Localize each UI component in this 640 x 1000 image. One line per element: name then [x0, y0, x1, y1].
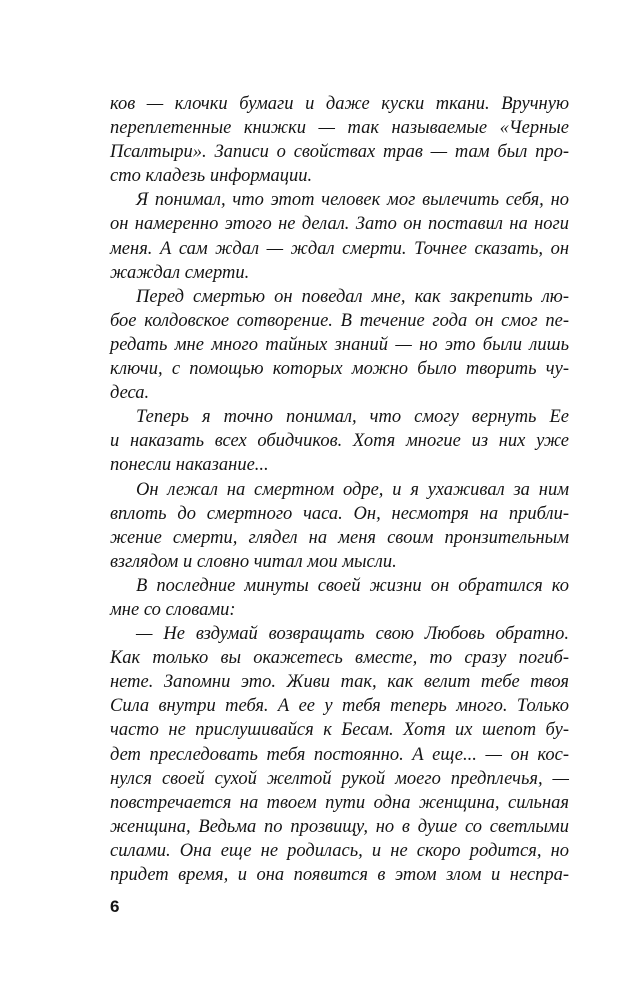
text-line: жаждал смерти. — [110, 262, 250, 283]
text-line: Псалтыри». Записи о свойствах трав — там был про- — [110, 142, 569, 163]
text-line: Теперь я точно понимал, что смогу вернуть Ее — [136, 407, 569, 428]
text-line: меня. А сам ждал — ждал смерти. Точнее сказать, он — [110, 238, 569, 259]
text-line: жение смерти, глядел на меня своим пронзительным — [110, 527, 569, 548]
text-line: вплоть до смертного часа. Он, несмотря на прибли- — [110, 503, 569, 524]
text-line: В последние минуты своей жизни он обратился ко — [136, 575, 569, 596]
text-line: бое колдовское сотворение. В течение года он смог пе- — [110, 310, 569, 331]
text-line: ключи, с помощью которых можно было творить чу- — [110, 359, 569, 380]
text-line: понесли наказание... — [110, 455, 269, 476]
text-line: редать мне много тайных знаний — но это были лишь — [110, 334, 569, 355]
text-line: женщина, Ведьма по прозвищу, но в душе со светлыми — [110, 816, 569, 837]
text-line: часто не прислушивайся к Бесам. Хотя их шепот бу- — [110, 720, 569, 741]
text-line: он намеренно этого не делал. Зато он поставил на ноги — [110, 214, 569, 235]
text-line: Он лежал на смертном одре, и я ухаживал за ним — [136, 479, 569, 500]
text-line: мне со словами: — [110, 599, 236, 620]
text-line: Как только вы окажетесь вместе, то сразу погиб- — [110, 648, 569, 669]
text-line: Перед смертью он поведал мне, как закрепить лю- — [136, 286, 569, 307]
text-line: силами. Она еще не родилась, и не скоро родится, но — [110, 840, 569, 861]
text-line: переплетенные книжки — так называемые «Черные — [110, 118, 569, 139]
text-line: ков — клочки бумаги и даже куски ткани. Вручную — [110, 94, 569, 114]
text-line: нулся своей сухой желтой рукой моего предплечья, — — [110, 768, 569, 789]
text-line: нете. Запомни это. Живи так, как велит тебе твоя — [110, 672, 569, 693]
body-text — [110, 92, 569, 887]
text-line: сто кладезь информации. — [110, 166, 313, 187]
text-line: — Не вздумай возвращать свою Любовь обратно. — [136, 624, 569, 645]
text-line: Сила внутри тебя. А ее у тебя теперь много. Только — [110, 696, 569, 717]
text-line: повстречается на твоем пути одна женщина, сильная — [110, 792, 569, 813]
text-line: и наказать всех обидчиков. Хотя многие из них уже — [110, 431, 569, 452]
text-line: Я понимал, что этот человек мог вылечить себя, но — [136, 190, 569, 211]
text-line: придет время, и она появится в этом злом и неспра- — [110, 865, 569, 885]
text-line: деса. — [110, 383, 150, 404]
page-number: 6 — [110, 897, 120, 916]
text-line: взглядом и словно читал мои мысли. — [110, 551, 397, 572]
text-line: дет преследовать тебя постоянно. А еще... — он кос- — [110, 744, 569, 765]
